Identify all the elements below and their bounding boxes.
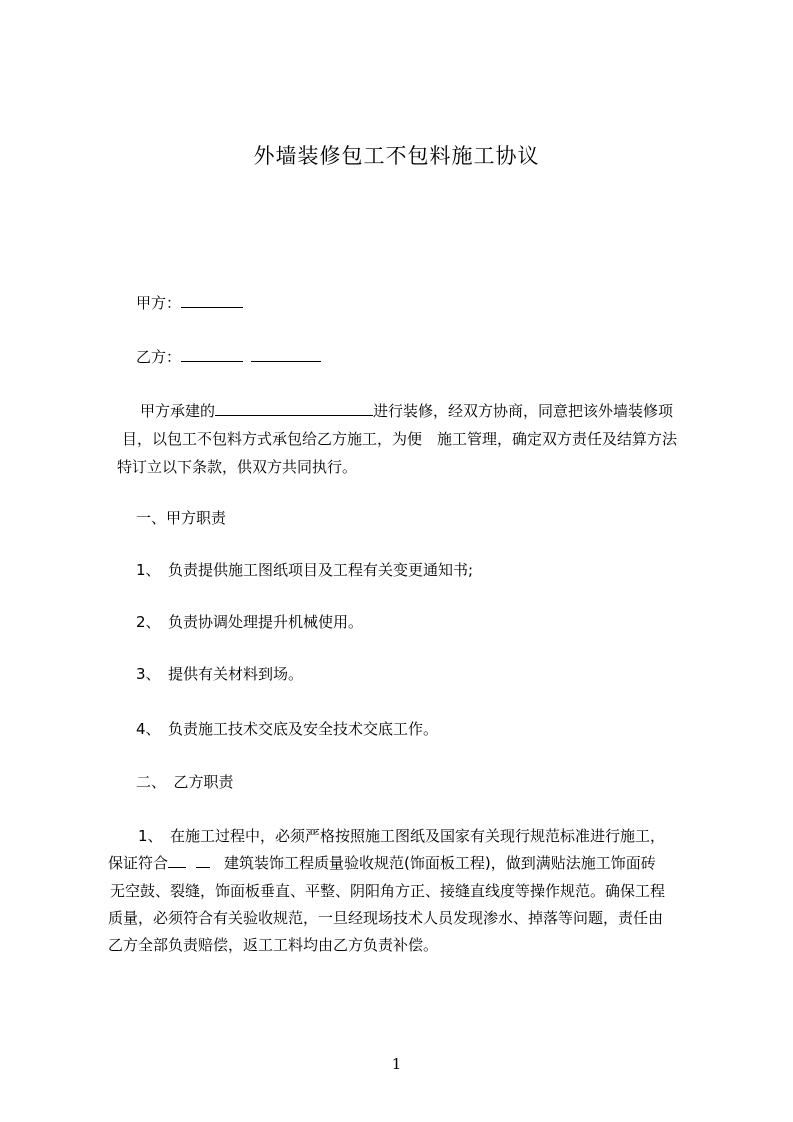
document-title: 外墙装修包工不包料施工协议 <box>253 144 540 168</box>
section-2-item-1-line-1: 1、 在施工过程中，必须严格按照施工图纸及国家有关现行规范标准进行施工， <box>138 827 666 845</box>
section-2-item-1-line-2-b: 建筑装饰工程质量验收规范(饰面板工程)，做到满贴法施工饰面砖 <box>224 854 656 872</box>
standard-blank-2 <box>196 853 210 868</box>
party-b-label: 乙方： <box>136 348 182 366</box>
section-1-item-2: 2、 负责协调处理提升机械使用。 <box>136 613 364 631</box>
party-a-blank <box>181 293 243 308</box>
section-1-item-3: 3、 提供有关材料到场。 <box>136 665 304 683</box>
section-2-item-1-line-4: 质量，必须符合有关验收规范，一旦经现场技术人员发现渗水、掉落等问题，责任由 <box>108 909 664 927</box>
section-2-item-1-line-5: 乙方全部负责赔偿，返工工料均由乙方负责补偿。 <box>108 936 439 954</box>
section-2-item-1-line-3: 无空鼓、裂缝，饰面板垂直、平整、阴阳角方正、接缝直线度等操作规范。确保工程 <box>110 882 666 900</box>
page-number: 1 <box>391 1055 402 1073</box>
section-1-heading: 一、甲方职责 <box>136 509 227 527</box>
section-2-item-1-line-2-a: 保证符合 <box>108 854 169 872</box>
section-2-heading: 二、 乙方职责 <box>136 773 234 791</box>
party-a-label: 甲方： <box>136 294 182 312</box>
party-b-blank-1 <box>181 347 243 362</box>
intro-part-1: 甲方承建的 <box>140 402 216 420</box>
section-1-item-1: 1、 负责提供施工图纸项目及工程有关变更通知书; <box>136 561 474 579</box>
project-name-blank <box>215 401 373 416</box>
party-b-blank-2 <box>251 347 321 362</box>
intro-line-3: 特订立以下条款，供双方共同执行。 <box>117 458 358 476</box>
section-1-item-4: 4、 负责施工技术交底及安全技术交底工作。 <box>136 720 439 738</box>
party-b-line <box>136 346 321 367</box>
section-2-item-1-line-2 <box>108 852 656 873</box>
party-a-line <box>136 292 243 313</box>
intro-part-2: 进行装修，经双方协商，同意把该外墙装修项 <box>373 402 674 420</box>
intro-line-1 <box>140 400 673 421</box>
intro-line-2: 目，以包工不包料方式承包给乙方施工，为便 施工管理，确定双方责任及结算方法 <box>122 430 678 448</box>
standard-blank-1 <box>168 853 186 868</box>
